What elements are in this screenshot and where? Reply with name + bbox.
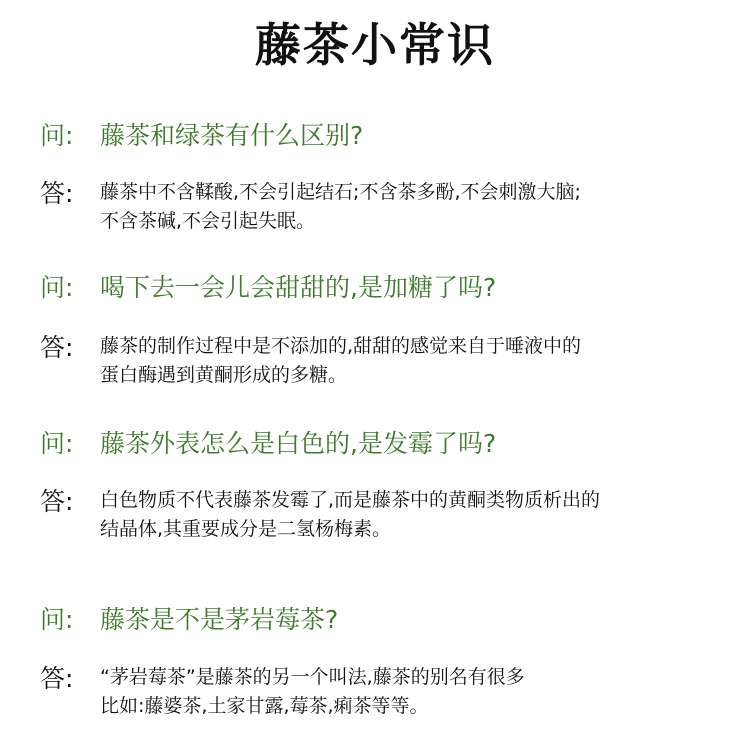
answer-line: 结晶体,其重要成分是二氢杨梅素。 bbox=[100, 518, 392, 540]
question-marker: 问: bbox=[40, 273, 74, 302]
answer-line: 蛋白酶遇到黄酮形成的多糖。 bbox=[100, 364, 348, 386]
answer-text bbox=[100, 178, 730, 236]
answer-marker: 答: bbox=[40, 487, 74, 516]
page-title: 藤茶小常识 bbox=[255, 18, 495, 72]
question-text: 藤茶外表怎么是白色的,是发霉了吗? bbox=[100, 429, 497, 458]
answer-line: 白色物质不代表藤茶发霉了,而是藤茶中的黄酮类物质析出的 bbox=[100, 489, 601, 511]
question-marker: 问: bbox=[40, 605, 74, 634]
question-marker: 问: bbox=[40, 429, 74, 458]
answer-line: 比如:藤婆茶,土家甘露,莓茶,痢茶等等。 bbox=[100, 695, 429, 717]
question-text: 藤茶和绿茶有什么区别? bbox=[100, 121, 364, 150]
answer-text bbox=[100, 663, 730, 721]
question-text: 喝下去一会儿会甜甜的,是加糖了吗? bbox=[100, 273, 497, 302]
answer-line: 藤茶中不含鞣酸,不会引起结石;不含茶多酚,不会刺激大脑; bbox=[100, 181, 581, 203]
answer-line: 不含茶碱,不会引起失眠。 bbox=[100, 210, 316, 232]
answer-marker: 答: bbox=[40, 179, 74, 208]
answer-text bbox=[100, 486, 730, 544]
answer-text bbox=[100, 332, 730, 390]
question-marker: 问: bbox=[40, 121, 74, 150]
question-text: 藤茶是不是茅岩莓茶? bbox=[100, 605, 339, 634]
answer-line: “茅岩莓茶”是藤茶的另一个叫法,藤茶的别名有很多 bbox=[100, 666, 525, 688]
answer-line: 藤茶的制作过程中是不添加的,甜甜的感觉来自于唾液中的 bbox=[100, 335, 582, 357]
answer-marker: 答: bbox=[40, 664, 74, 693]
answer-marker: 答: bbox=[40, 333, 74, 362]
